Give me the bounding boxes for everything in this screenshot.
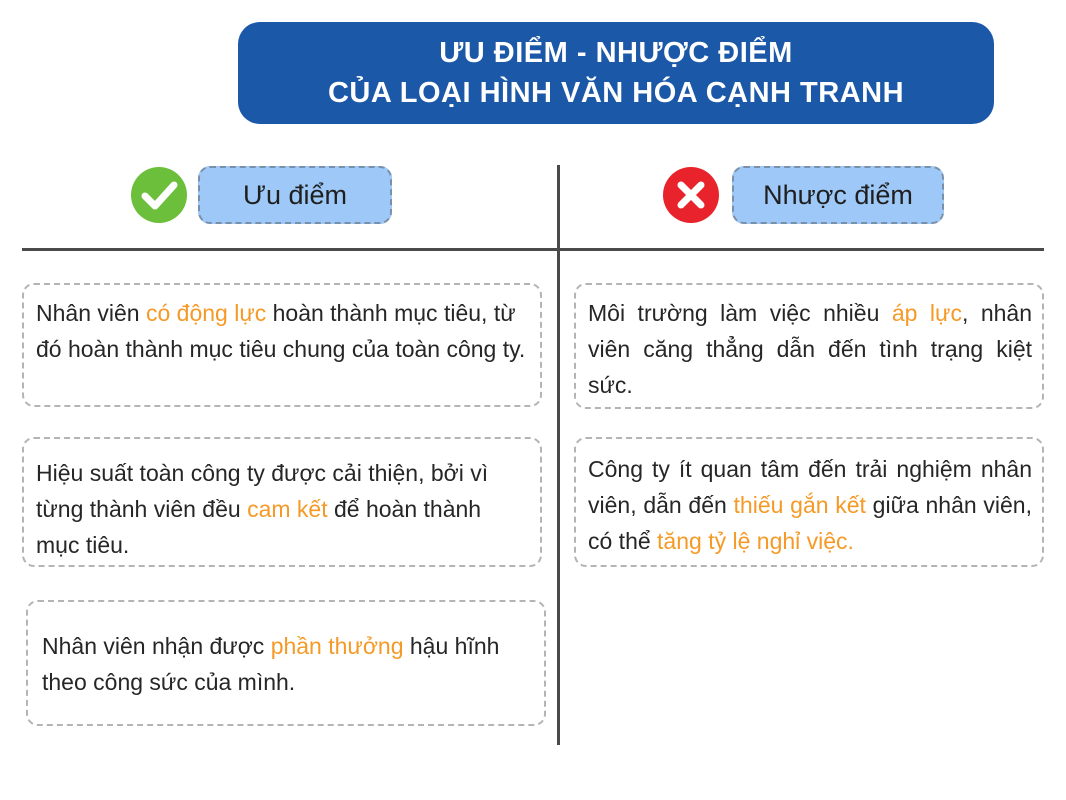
card-text: Nhân viên xyxy=(36,300,146,326)
check-circle-icon xyxy=(130,166,188,224)
card-text: giữa nhân viên, có thể xyxy=(588,492,1032,554)
title-line-1: ƯU ĐIỂM - NHƯỢC ĐIỂM xyxy=(439,37,793,69)
highlight-text: áp lực xyxy=(891,300,962,326)
card-text: Công ty ít quan tâm đến trải nghiệm nhân viên, dẫn đến xyxy=(588,456,1032,518)
title-line-2: CỦA LOẠI HÌNH VĂN HÓA CẠNH TRANH xyxy=(327,77,905,109)
highlight-text: có động lực xyxy=(145,300,267,326)
pros-card xyxy=(22,283,542,407)
highlight-text: tăng tỷ lệ nghỉ việc. xyxy=(657,528,854,554)
highlight-text: phần thưởng xyxy=(270,633,404,659)
card-text: để hoàn thành mục tiêu. xyxy=(36,496,482,558)
cons-card xyxy=(574,283,1044,409)
card-text: hoàn thành mục tiêu, từ đó hoàn thành mục tiêu chung của toàn công ty. xyxy=(36,300,526,362)
card-text: Môi trường làm việc nhiều xyxy=(588,300,892,326)
card-text: , nhân viên căng thẳng dẫn đến tình trạng kiệt sức. xyxy=(588,300,1032,398)
cons-label: Nhược điểm xyxy=(732,166,944,224)
title-banner xyxy=(238,22,994,124)
highlight-text: cam kết xyxy=(247,496,328,522)
pros-card xyxy=(22,437,542,567)
card-text: Nhân viên nhận được xyxy=(42,633,271,659)
vertical-divider xyxy=(557,165,560,745)
pros-label: Ưu điểm xyxy=(198,166,392,224)
cons-card xyxy=(574,437,1044,567)
card-text: hậu hĩnh theo công sức của mình. xyxy=(42,633,500,695)
card-text: Hiệu suất toàn công ty được cải thiện, bởi vì từng thành viên đều xyxy=(36,460,489,522)
pros-card xyxy=(26,600,546,726)
highlight-text: thiếu gắn kết xyxy=(733,492,866,518)
horizontal-divider xyxy=(22,248,1044,251)
x-circle-icon xyxy=(662,166,720,224)
